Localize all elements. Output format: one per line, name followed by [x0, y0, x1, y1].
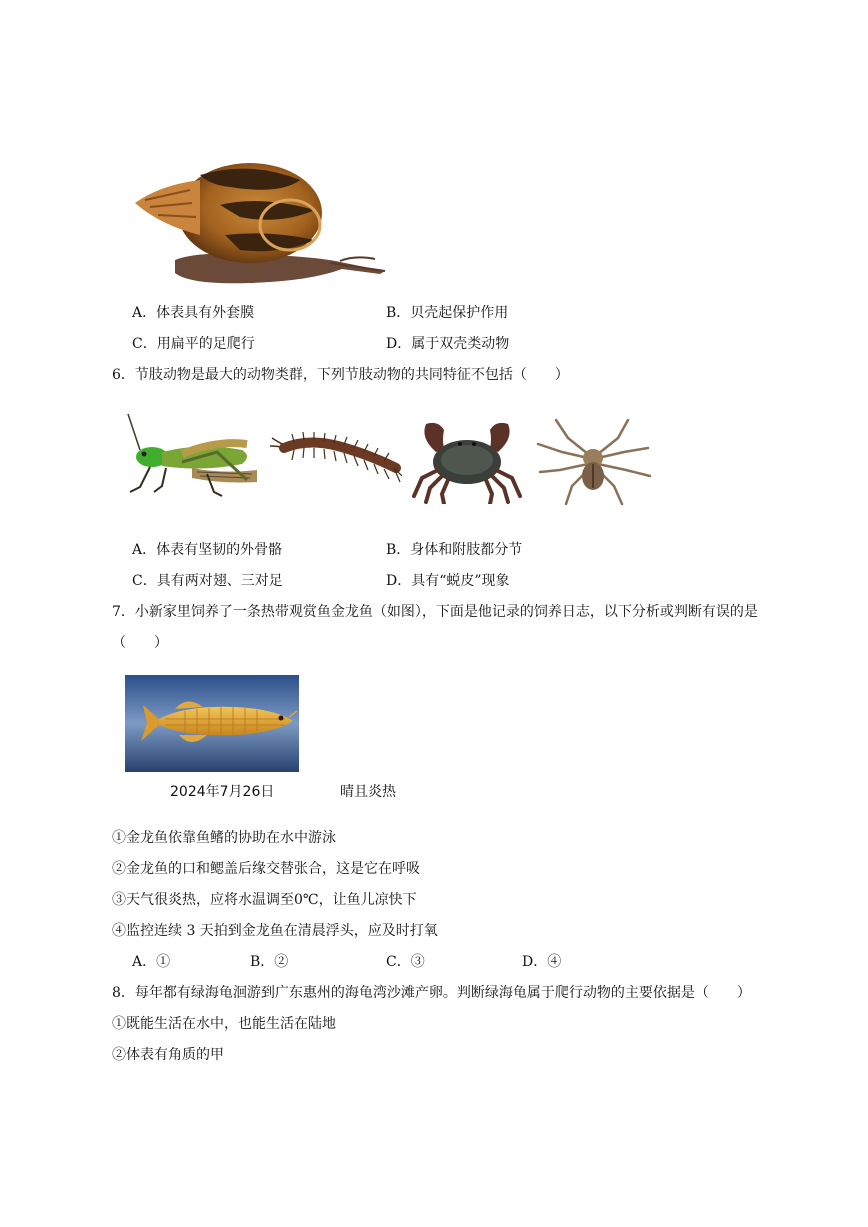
q7-stem-line1: 7．小新家里饲养了一条热带观赏鱼金龙鱼（如图），下面是他记录的饲养日志，以下分析或判断有误的是 [112, 604, 758, 620]
q8-statement-1: ①既能生活在水中，也能生活在陆地 [112, 1016, 336, 1032]
q6-stem: 6．节肢动物是最大的动物类群，下列节肢动物的共同特征不包括（ ） [112, 367, 569, 383]
q7-statement-2: ②金龙鱼的口和鳃盖后缘交替张合，这是它在呼吸 [112, 861, 420, 877]
log-weather: 晴且炎热 [340, 784, 396, 800]
q6-option-a: A．体表有坚韧的外骨骼 [132, 542, 283, 558]
q5-option-a: A．体表具有外套膜 [132, 305, 255, 321]
q7-statement-4: ④监控连续 3 天拍到金龙鱼在清晨浮头，应及时打氧 [112, 923, 438, 939]
crab-image [408, 416, 526, 504]
q7-option-a: A．① [132, 954, 171, 970]
centipede-image [268, 432, 402, 484]
q6-option-d: D．具有“蜕皮”现象 [386, 573, 510, 589]
q7-statement-3: ③天气很炎热，应将水温调至0℃，让鱼儿凉快下 [112, 892, 417, 908]
log-date: 2024年7月26日 [170, 784, 275, 800]
q7-stem-line2: （ ） [112, 635, 168, 651]
q5-option-d: D．属于双壳类动物 [386, 336, 510, 352]
q7-statement-1: ①金龙鱼依靠鱼鳍的协助在水中游泳 [112, 830, 336, 846]
snail-image [130, 155, 390, 290]
grasshopper-image [122, 412, 264, 502]
q7-option-b: B．② [250, 954, 289, 970]
q7-option-d: D．④ [522, 954, 562, 970]
q6-option-c: C．具有两对翅、三对足 [132, 573, 283, 589]
q8-statement-2: ②体表有角质的甲 [112, 1047, 224, 1063]
q5-option-c: C．用扁平的足爬行 [132, 336, 255, 352]
q6-option-b: B．身体和附肢都分节 [386, 542, 523, 558]
q5-option-b: B．贝壳起保护作用 [386, 305, 509, 321]
q8-stem: 8．每年都有绿海龟洄游到广东惠州的海龟湾沙滩产卵。判断绿海龟属于爬行动物的主要依据是（ ） [112, 985, 751, 1001]
arowana-fish-image [125, 675, 299, 772]
spider-image [532, 414, 656, 508]
q7-option-c: C．③ [386, 954, 425, 970]
